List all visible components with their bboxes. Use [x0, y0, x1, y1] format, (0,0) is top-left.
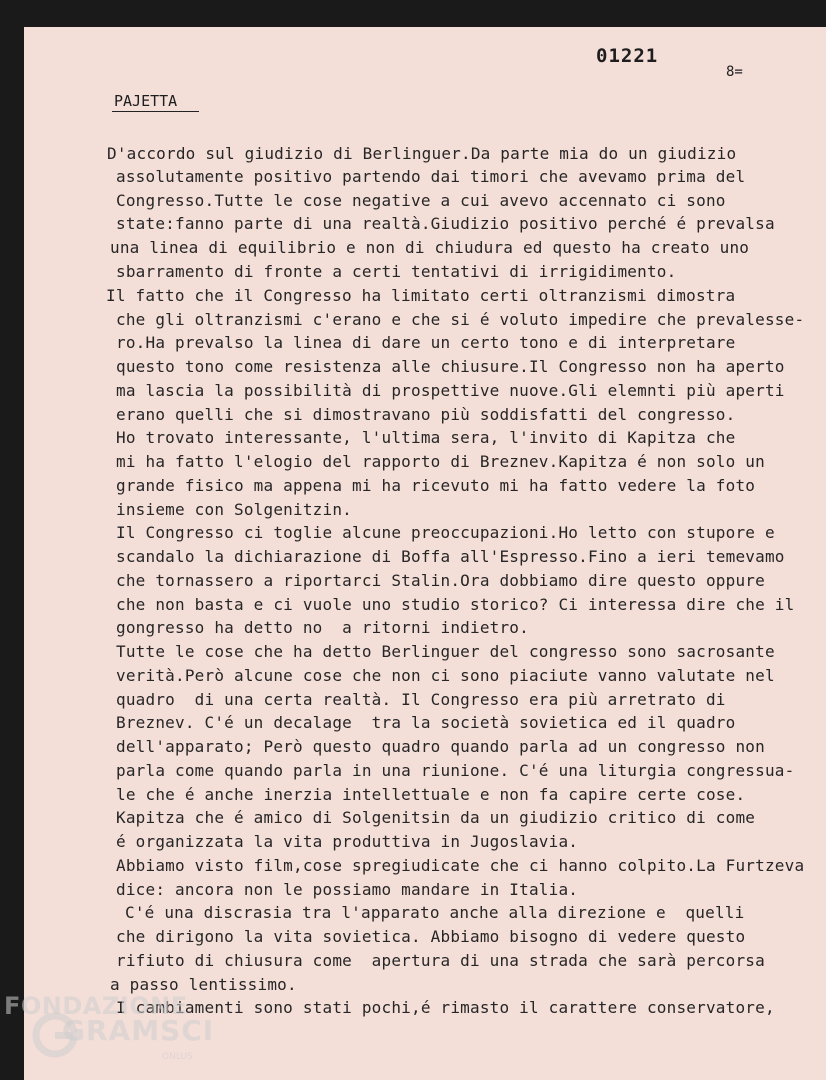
- watermark: [4, 992, 215, 1072]
- text-line: é organizzata la vita produttiva in Jugoslavia.: [116, 832, 579, 851]
- text-line: erano quelli che si dimostravano più soddisfatti del congresso.: [116, 405, 736, 424]
- text-line: ro.Ha prevalso la linea di dare un certo tono e di interpretare: [116, 333, 736, 352]
- text-line: una linea di equilibrio e non di chiudura ed questo ha creato uno: [110, 238, 750, 257]
- text-line: scandalo la dichiarazione di Boffa all'Espresso.Fino a ieri temevamo: [116, 547, 785, 566]
- text-line: Ho trovato interessante, l'ultima sera, l'invito di Kapitza che: [116, 428, 736, 447]
- text-line: insieme con Solgenitzin.: [116, 500, 352, 519]
- text-line: rifiuto di chiusura come apertura di una strada che sarà percorsa: [116, 951, 765, 970]
- text-line: Il fatto che il Congresso ha limitato certi oltranzismi dimostra: [106, 286, 736, 305]
- text-line: questo tono come resistenza alle chiusure.Il Congresso non ha aperto: [116, 357, 785, 376]
- text-line: parla come quando parla in una riunione. C'é una liturgia congressua-: [116, 761, 795, 780]
- text-line: verità.Però alcune cose che non ci sono piaciute vanno valutate nel: [116, 666, 775, 685]
- text-line: dice: ancora non le possiamo mandare in Italia.: [116, 880, 579, 899]
- text-line: assolutamente positivo partendo dai timori che avevamo prima del: [116, 167, 746, 186]
- page-mark: 8=: [726, 64, 743, 80]
- text-line: che gli oltranzismi c'erano e che si é voluto impedire che prevalesse-: [116, 310, 805, 329]
- document-number: 01221: [596, 45, 659, 67]
- text-line: Il Congresso ci toglie alcune preoccupazioni.Ho letto con stupore e: [116, 523, 775, 542]
- text-line: sbarramento di fronte a certi tentativi di irrigidimento.: [116, 262, 677, 281]
- watermark-line3: ONLUS: [162, 1052, 193, 1062]
- text-line: grande fisico ma appena mi ha ricevuto mi ha fatto vedere la foto: [116, 476, 756, 495]
- text-line: Kapitza che é amico di Solgenitsin da un giudizio critico di come: [116, 808, 756, 827]
- text-line: I cambiamenti sono stati pochi,é rimasto il carattere conservatore,: [116, 998, 775, 1017]
- text-line: C'é una discrasia tra l'apparato anche alla direzione e quelli: [125, 903, 745, 922]
- text-line: Breznev. C'é un decalage tra la società sovietica ed il quadro: [116, 713, 736, 732]
- text-line: a passo lentissimo.: [110, 975, 297, 994]
- text-line: dell'apparato; Però questo quadro quando parla ad un congresso non: [116, 737, 765, 756]
- text-line: mi ha fatto l'elogio del rapporto di Breznev.Kapitza é non solo un: [116, 452, 765, 471]
- text-line: ma lascia la possibilità di prospettive nuove.Gli elemnti più aperti: [116, 381, 785, 400]
- text-line: che dirigono la vita sovietica. Abbiamo bisogno di vedere questo: [116, 927, 746, 946]
- watermark-line2: GRAMSCI: [62, 1014, 215, 1047]
- text-line: D'accordo sul giudizio di Berlinguer.Da parte mia do un giudizio: [107, 144, 737, 163]
- text-line: quadro di una certa realtà. Il Congresso era più arretrato di: [116, 690, 726, 709]
- text-line: state:fanno parte di una realtà.Giudizio positivo perché é prevalsa: [116, 214, 775, 233]
- text-line: gongresso ha detto no a ritorni indietro.: [116, 618, 529, 637]
- text-line: Congresso.Tutte le cose negative a cui avevo accennato ci sono: [116, 191, 726, 210]
- text-line: che tornassero a riportarci Stalin.Ora dobbiamo dire questo oppure: [116, 571, 765, 590]
- text-line: Tutte le cose che ha detto Berlinguer del congresso sono sacrosante: [116, 642, 775, 661]
- text-line: che non basta e ci vuole uno studio storico? Ci interessa dire che il: [116, 595, 795, 614]
- speaker-heading: PAJETTA: [112, 92, 199, 112]
- watermark-line1: FONDAZIONE: [4, 992, 188, 1020]
- text-line: le che é anche inerzia intellettuale e non fa capire certe cose.: [116, 785, 746, 804]
- text-line: Abbiamo visto film,cose spregiudicate che ci hanno colpito.La Furtzeva: [116, 856, 805, 875]
